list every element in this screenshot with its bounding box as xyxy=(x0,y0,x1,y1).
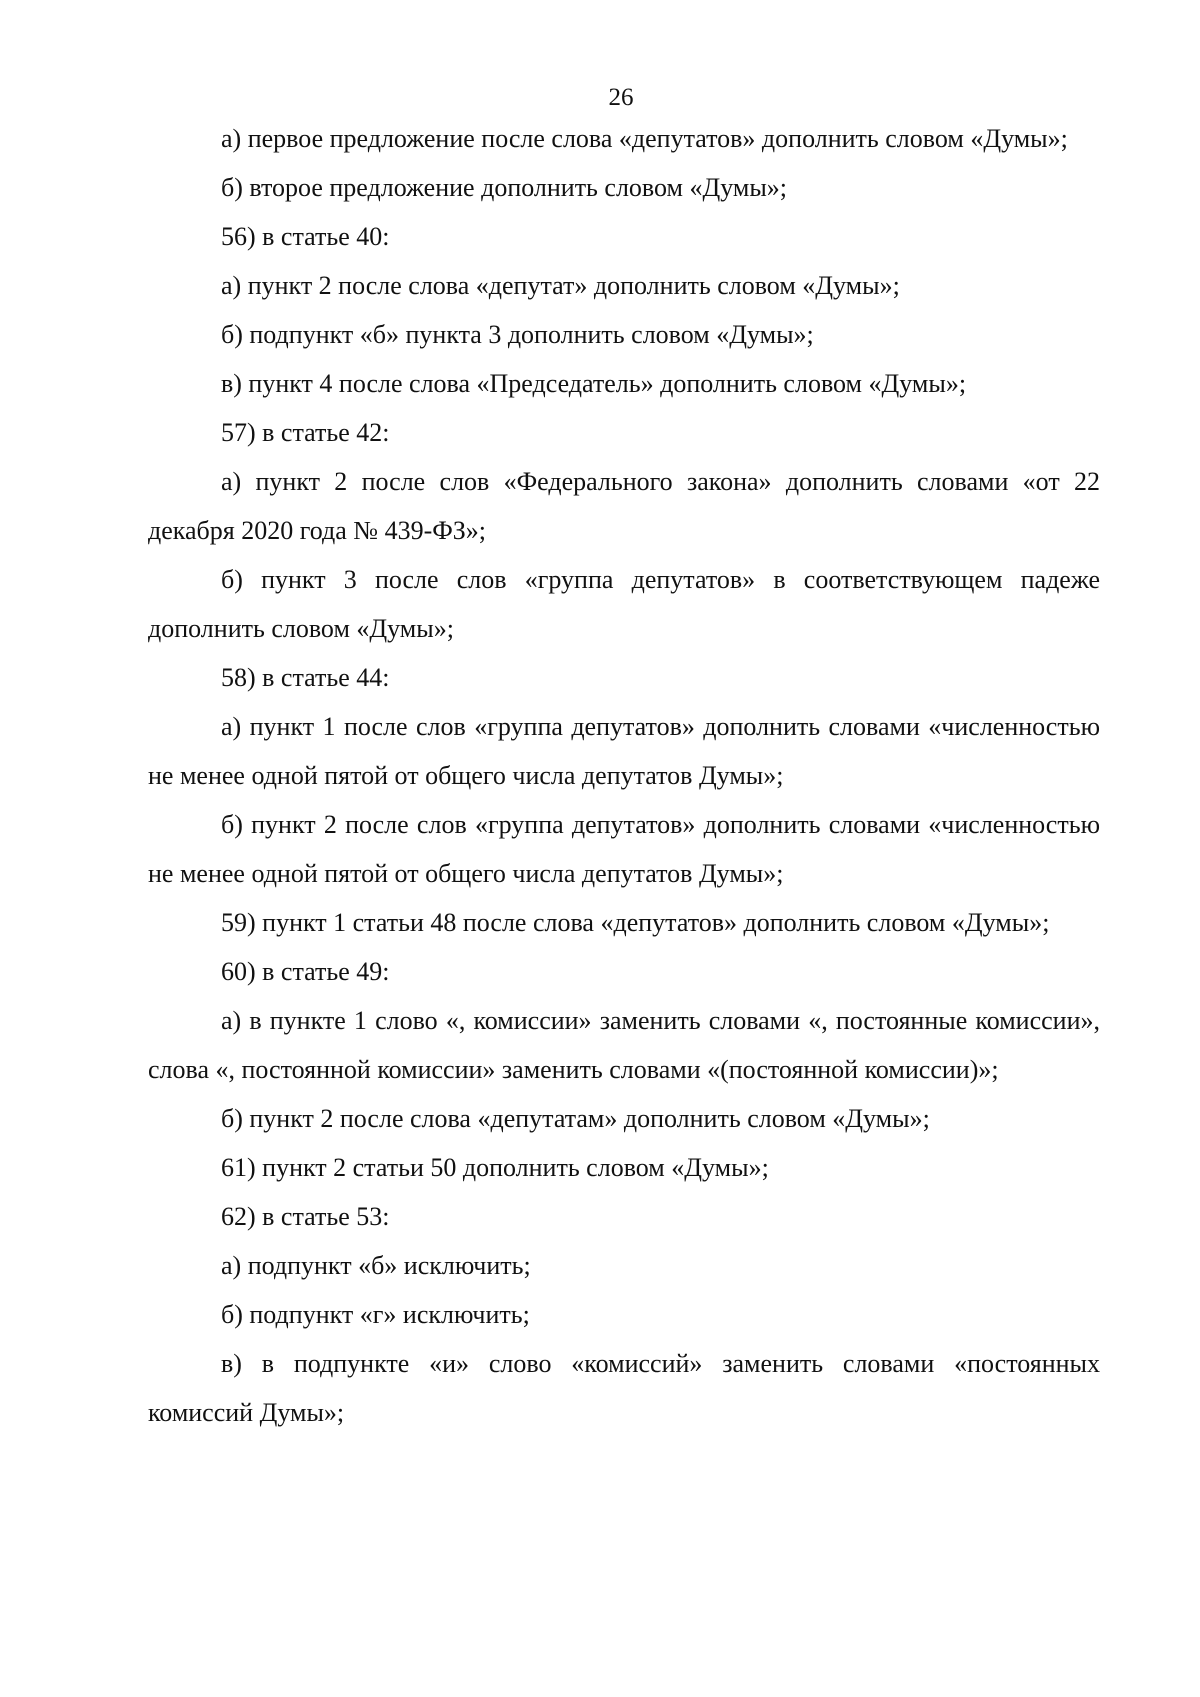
paragraph: 61) пункт 2 статьи 50 дополнить словом «Думы»; xyxy=(221,1153,769,1182)
paragraph: б) подпункт «г» исключить; xyxy=(221,1300,530,1329)
paragraph: в) пункт 4 после слова «Председатель» дополнить словом «Думы»; xyxy=(221,369,967,398)
paragraph: б) пункт 2 после слов «группа депутатов» дополнить словами «численностью не менее одной пятой от общего числа депутатов Думы»; xyxy=(148,810,1100,888)
page-number: 26 xyxy=(608,84,634,111)
paragraph: 56) в статье 40: xyxy=(221,222,390,251)
paragraph: а) первое предложение после слова «депутатов» дополнить словом «Думы»; xyxy=(221,124,1068,153)
document-body xyxy=(148,114,1100,1437)
paragraph: б) пункт 3 после слов «группа депутатов» в соответствующем падеже дополнить словом «Думы»; xyxy=(148,565,1100,643)
paragraph: а) в пункте 1 слово «, комиссии» заменить словами «, постоянные комиссии», слова «, постоянной комиссии» заменить словами «(постоянной комиссии)»; xyxy=(148,1006,1100,1084)
paragraph: а) пункт 1 после слов «группа депутатов» дополнить словами «численностью не менее одной пятой от общего числа депутатов Думы»; xyxy=(148,712,1100,790)
paragraph: 62) в статье 53: xyxy=(221,1202,390,1231)
paragraph: 57) в статье 42: xyxy=(221,418,390,447)
paragraph: 60) в статье 49: xyxy=(221,957,390,986)
paragraph: а) подпункт «б» исключить; xyxy=(221,1251,531,1280)
paragraph: 58) в статье 44: xyxy=(221,663,390,692)
paragraph: б) пункт 2 после слова «депутатам» дополнить словом «Думы»; xyxy=(221,1104,930,1133)
paragraph: а) пункт 2 после слова «депутат» дополнить словом «Думы»; xyxy=(221,271,900,300)
paragraph: б) второе предложение дополнить словом «Думы»; xyxy=(221,173,788,202)
paragraph: 59) пункт 1 статьи 48 после слова «депутатов» дополнить словом «Думы»; xyxy=(221,908,1050,937)
paragraph: в) в подпункте «и» слово «комиссий» заменить словами «постоянных комиссий Думы»; xyxy=(148,1349,1100,1427)
paragraph: б) подпункт «б» пункта 3 дополнить словом «Думы»; xyxy=(221,320,814,349)
paragraph: а) пункт 2 после слов «Федерального закона» дополнить словами «от 22 декабря 2020 года № 439-ФЗ»; xyxy=(148,467,1100,545)
